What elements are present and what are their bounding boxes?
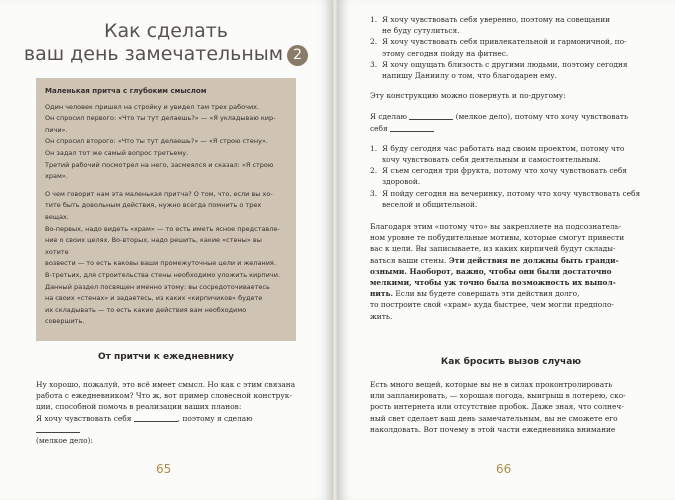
paragraph: Благодаря этим «потому что» вы закрепляете на подсознатель- ном уровне те побудительные мотивы, которые смогут привести вас к цели. Вы записываете, из каких кирпичей будут склады- ваться ваши стены. Эти действия не должны быть гранди- озными. Наоборот, важно, чтобы они были достаточно мелкими, чтобы уж точно была возможность их выпол- нить. Если вы будете совершать эти действия долго, то построите свой «храм» куда быстрее, чем могли предполо- жить. bbox=[370, 222, 625, 321]
parable-line: тите быть довольным действия, нужно всегда помнить о трех вещах. bbox=[45, 201, 262, 221]
parable-line: их складывать — то есть какие действия вам необходимо совершить. bbox=[45, 305, 247, 326]
page-number: 65 bbox=[156, 462, 172, 476]
title-line-2 bbox=[0, 43, 332, 66]
example-list bbox=[370, 14, 652, 81]
list-item: 1. Я хочу чувствовать себя уверенно, поэтому на совещании не буду сутулиться. bbox=[370, 15, 611, 36]
body-line: Есть много вещей, которые вы не в силах проконтролировать bbox=[370, 380, 613, 389]
body-text bbox=[370, 14, 652, 322]
parable-line: О чем говорит нам эта маленькая притча? О том, что, если вы хо- bbox=[45, 189, 273, 198]
list-item: 2. Я хочу чувствовать себя привлекательной и гармоничной, по- этому сегодня пойду на фитнес. bbox=[370, 37, 627, 58]
parable-line: на своих «стенах» и задаетесь, из каких «кирпичиков» будете bbox=[45, 294, 263, 303]
body-line: наколдовать. Вот почему в этой части ежедневника внимание bbox=[370, 424, 616, 434]
body-line: ный свет сделает ваш день замечательным, вы не сможете его bbox=[370, 413, 618, 423]
parable-line: Он задал тот же самый вопрос третьему. bbox=[45, 148, 189, 157]
parable-line: Один человек пришел на стройку и увидел там трех рабочих. bbox=[45, 102, 260, 111]
body-line: ции, способной помочь в реализации ваших планов: bbox=[36, 402, 242, 412]
fill-in-line: себя bbox=[370, 123, 652, 134]
section-heading: От притчи к ежедневнику bbox=[98, 352, 234, 362]
body-text bbox=[370, 379, 652, 435]
parable-line: Он спросил первого: «Что ты тут делаешь?» — «Я укладываю кир- bbox=[45, 114, 276, 123]
title-line-2-text: ваш день замечательным bbox=[23, 43, 284, 65]
parable-line: Третий рабочий посмотрел на него, засмеялся и сказал: «Я строю bbox=[45, 160, 274, 169]
page-title bbox=[0, 20, 332, 66]
body-line: Эту конструкцию можно повернуть и по-другому: bbox=[370, 91, 566, 101]
page-left bbox=[0, 0, 332, 500]
body-line: (мелкое дело): bbox=[36, 436, 93, 446]
body-line: работа с ежедневником? Что ж, вот пример словесной конструк- bbox=[36, 391, 292, 401]
body-line: Ну хорошо, пожалуй, это всё имеет смысл. Но как с этим связана bbox=[36, 380, 296, 389]
blank-field bbox=[390, 124, 434, 132]
page-number: 66 bbox=[496, 462, 512, 476]
title-line-1: Как сделать bbox=[104, 20, 228, 42]
parable-line: В-третьих, для строительства стены необходимо уложить кирпичи. bbox=[45, 270, 281, 279]
body-line: или запланировать, — хорошая погода, выигрыш в лотерею, ско- bbox=[370, 391, 626, 401]
parable-line: Данный раздел посвящен именно этому: вы сосредоточиваетесь bbox=[45, 282, 270, 291]
parable-heading: Маленькая притча с глубоким смыслом bbox=[45, 87, 207, 95]
blank-field bbox=[36, 425, 80, 433]
parable-line: Он спросил второго: «Что ты тут делаешь?» — «Я строю стену». bbox=[45, 137, 268, 146]
body-text bbox=[36, 379, 298, 446]
chapter-badge: 2 bbox=[287, 45, 308, 66]
body-line: рость интернета или отсутствие пробок. Даже зная, что солнеч- bbox=[370, 402, 624, 412]
parable-line: пичи». bbox=[45, 125, 68, 134]
list-item: 3. Я хочу ощущать близость с другими людьми, поэтому сегодня напишу Даниилу о том, что благодарен ему. bbox=[370, 59, 628, 81]
parable-line: храм». bbox=[45, 172, 68, 181]
list-item: 3. Я пойду сегодня на вечеринку, потому что хочу чувствовать себя веселой и общительной. bbox=[370, 188, 641, 209]
blank-field bbox=[409, 112, 453, 120]
parable-line: Во-первых, надо видеть «храм» — то есть иметь ясное представле- bbox=[45, 224, 280, 233]
parable-line: ние о своих целях. Во-вторых, надо решить, какие «стены» вы хотите bbox=[45, 236, 262, 256]
fill-in-line: Я сделаю (мелкое дело), потому что хочу чувствовать bbox=[370, 112, 629, 122]
fill-in-line: Я хочу чувствовать себя , поэтому я сделаю bbox=[36, 413, 298, 435]
blank-field bbox=[134, 414, 178, 422]
parable-box bbox=[36, 78, 296, 341]
page-right bbox=[338, 0, 675, 500]
list-item: 1. Я буду сегодня час работать над своим проектом, потому что хочу чувствовать себя деятельным и самостоятельным. bbox=[370, 143, 625, 165]
section-heading: Как бросить вызов случаю bbox=[440, 357, 582, 367]
example-list bbox=[370, 143, 652, 210]
list-item: 2. Я съем сегодня три фрукта, потому что хочу чувствовать себя здоровой. bbox=[370, 166, 627, 187]
parable-line: возвести — то есть каковы ваши промежуточные цели и желания. bbox=[45, 259, 276, 268]
